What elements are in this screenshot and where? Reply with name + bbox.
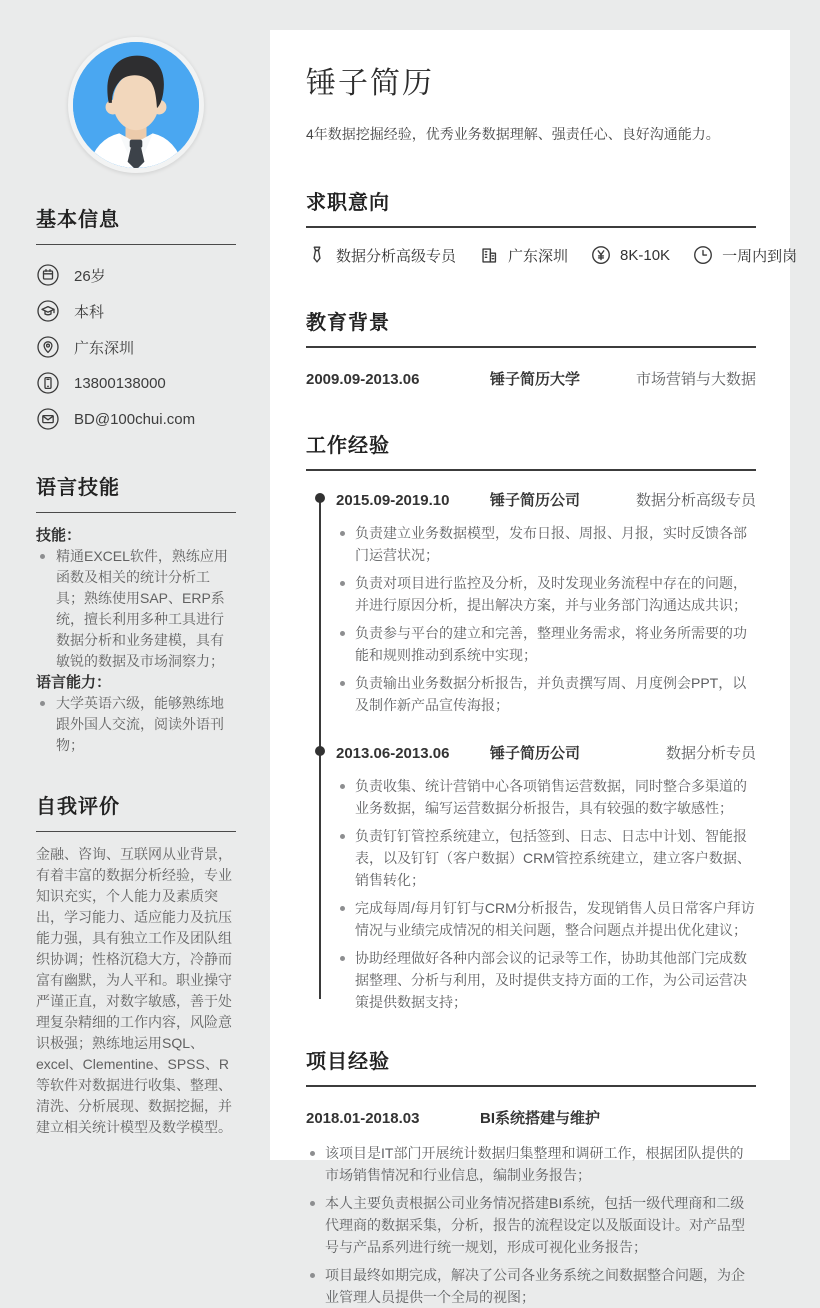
bullet-item: 本人主要负责根据公司业务情况搭建BI系统，包括一级代理商和二级代理商的数据采集，分析，报告的流程设定以及版面设计。对产品型号与产品系列进行统一规划，形成可视化业务报告； [306,1192,756,1258]
self-evaluation-text: 金融、咨询、互联网从业背景，有着丰富的数据分析经验，专业知识充实，个人能力及素质突出，学习能力、适应能力及抗压能力强，具有独立工作及团队组织协调；性格沉稳大方，冷静而富有幽默，为人平和。职业操守严谨正直，对数字敏感，善于处理复杂精细的工作内容，风险意识极强；熟练地运用SQL、excel、Clementine、SPSS、R等软件对数据进行收集、整理、清洗、分析展现、数据挖掘，并建立相关统计模型及数学模型。 [36,846,232,1135]
clock-icon [692,244,714,266]
bullet-item: 负责收集、统计营销中心各项销售运营数据，同时整合多渠道的业务数据，编写运营数据分析报告，具有较强的数字敏感性； [336,775,756,819]
language-ability-list [36,693,236,756]
list-item-location [36,329,236,365]
divider [306,346,756,348]
job-intention-section [306,186,798,266]
work-period: 2015.09-2019.10 [336,492,450,509]
location-value: 广东深圳 [74,339,135,357]
job-intention-row [306,244,798,266]
intent-availability [692,244,797,266]
basic-info-section [36,203,236,437]
work-entry-header [336,489,756,510]
project-period: 2018.01-2018.03 [306,1110,420,1127]
language-skills-section [36,471,236,756]
email-icon [36,407,60,431]
bullet-item: 大学英语六级，能够熟练地跟外国人交流，阅读外语刊物； [36,693,236,756]
skills-list [36,546,236,672]
location-value: 广东深圳 [508,247,569,265]
phone-icon [36,371,60,395]
resume-summary: 4年数据挖掘经验，优秀业务数据理解、强责任心、良好沟通能力。 [306,126,720,142]
work-entry [336,489,756,716]
self-evaluation-title: 自我评价 [36,796,120,818]
necktie-icon [306,244,328,266]
bullet-item: 项目最终如期完成，解决了公司各业务系统之间数据整合问题，为企业管理人员提供一个全局的视图； [306,1264,756,1308]
project-experience-title: 项目经验 [306,1051,390,1073]
avatar-illustration [73,42,199,168]
education-major: 市场营销与大数据 [635,371,756,388]
divider [36,512,236,513]
project-row [306,1107,756,1128]
work-company: 锤子简历公司 [490,492,581,509]
list-item-degree [36,293,236,329]
bullet-item: 负责参与平台的建立和完善，整理业务需求，将业务所需要的功能和规则推动到系统中实现； [336,622,756,666]
bullet-item: 负责建立业务数据模型，发布日报、周报、月报，实时反馈各部门运营状况； [336,522,756,566]
project-experience-section [306,1045,756,1308]
education-title: 教育背景 [306,312,390,334]
position-value: 数据分析高级专员 [336,247,457,265]
timeline-dot [315,746,325,756]
list-item-age [36,257,236,293]
work-bullet-list [336,775,756,1013]
resume-name: 锤子简历 [306,67,434,100]
intent-salary [590,244,670,266]
divider [36,831,236,832]
salary-value: 8K-10K [620,246,671,264]
building-icon [478,244,500,266]
location-icon [36,335,60,359]
basic-info-list [36,257,236,437]
job-intention-title: 求职意向 [306,192,390,214]
work-role: 数据分析高级专员 [635,492,756,509]
divider [36,244,236,245]
salary-yen-icon [590,244,612,266]
basic-info-title: 基本信息 [36,209,120,231]
work-entry-header [336,742,756,763]
work-experience-section [306,429,756,1013]
education-section [306,306,756,389]
skills-label: 技能： [36,527,82,544]
availability-value: 一周内到岗 [722,247,798,265]
divider [306,226,756,228]
self-evaluation-section [36,790,236,1138]
bullet-item: 负责钉钉管控系统建立，包括签到、日志、日志中计划、智能报表，以及钉钉（客户数据）CRM管控系统建立，建立客户数据、销售转化； [336,825,756,891]
bullet-item: 负责输出业务数据分析报告，并负责撰写周、月度例会PPT，以及制作新产品宣传海报； [336,672,756,716]
bullet-item: 完成每周/每月钉钉与CRM分析报告，发现销售人员日常客户拜访情况与业绩完成情况的相关问题，整合问题点并提出优化建议； [336,897,756,941]
divider [306,469,756,471]
sidebar [0,0,270,1160]
intent-position [306,244,456,266]
age-value: 26岁 [74,267,106,285]
intent-location [478,244,568,266]
bullet-item: 负责对项目进行监控及分析，及时发现业务流程中存在的问题，并进行原因分析，提出解决方案，并与业务部门沟通达成共识； [336,572,756,616]
work-company: 锤子简历公司 [490,745,581,762]
timeline-dot [315,493,325,503]
list-item-phone [36,365,236,401]
education-icon [36,299,60,323]
email-value: BD@100chui.com [74,410,196,428]
education-row [306,368,756,389]
divider [306,1085,756,1087]
work-experience-title: 工作经验 [306,435,390,457]
education-school: 锤子简历大学 [490,371,581,388]
language-ability-label: 语言能力： [36,674,112,691]
language-skills-title: 语言技能 [36,477,120,499]
project-bullet-list [306,1142,756,1308]
bullet-item: 精通EXCEL软件，熟练应用函数及相关的统计分析工具；熟练使用SAP、ERP系统，擅长利用多种工具进行数据分析和业务建模，具有敏锐的数据及市场洞察力； [36,546,236,672]
work-period: 2013.06-2013.06 [336,745,450,762]
project-name: BI系统搭建与维护 [480,1110,601,1127]
work-entry [336,742,756,1013]
work-timeline [306,489,756,1013]
work-bullet-list [336,522,756,716]
education-period: 2009.09-2013.06 [306,371,420,388]
calendar-icon [36,263,60,287]
bullet-item: 协助经理做好各种内部会议的记录等工作，协助其他部门完成数据整理、分析与利用，及时提供支持方面的工作，为公司运营决策提供数据支持； [336,947,756,1013]
work-role: 数据分析专员 [665,745,756,762]
bullet-item: 该项目是IT部门开展统计数据归集整理和调研工作，根据团队提供的市场销售情况和行业信息，编制业务报告； [306,1142,756,1186]
resume-main-panel [270,30,798,1305]
phone-value: 13800138000 [74,374,166,392]
avatar [68,37,204,173]
degree-value: 本科 [74,303,105,321]
list-item-email [36,401,236,437]
